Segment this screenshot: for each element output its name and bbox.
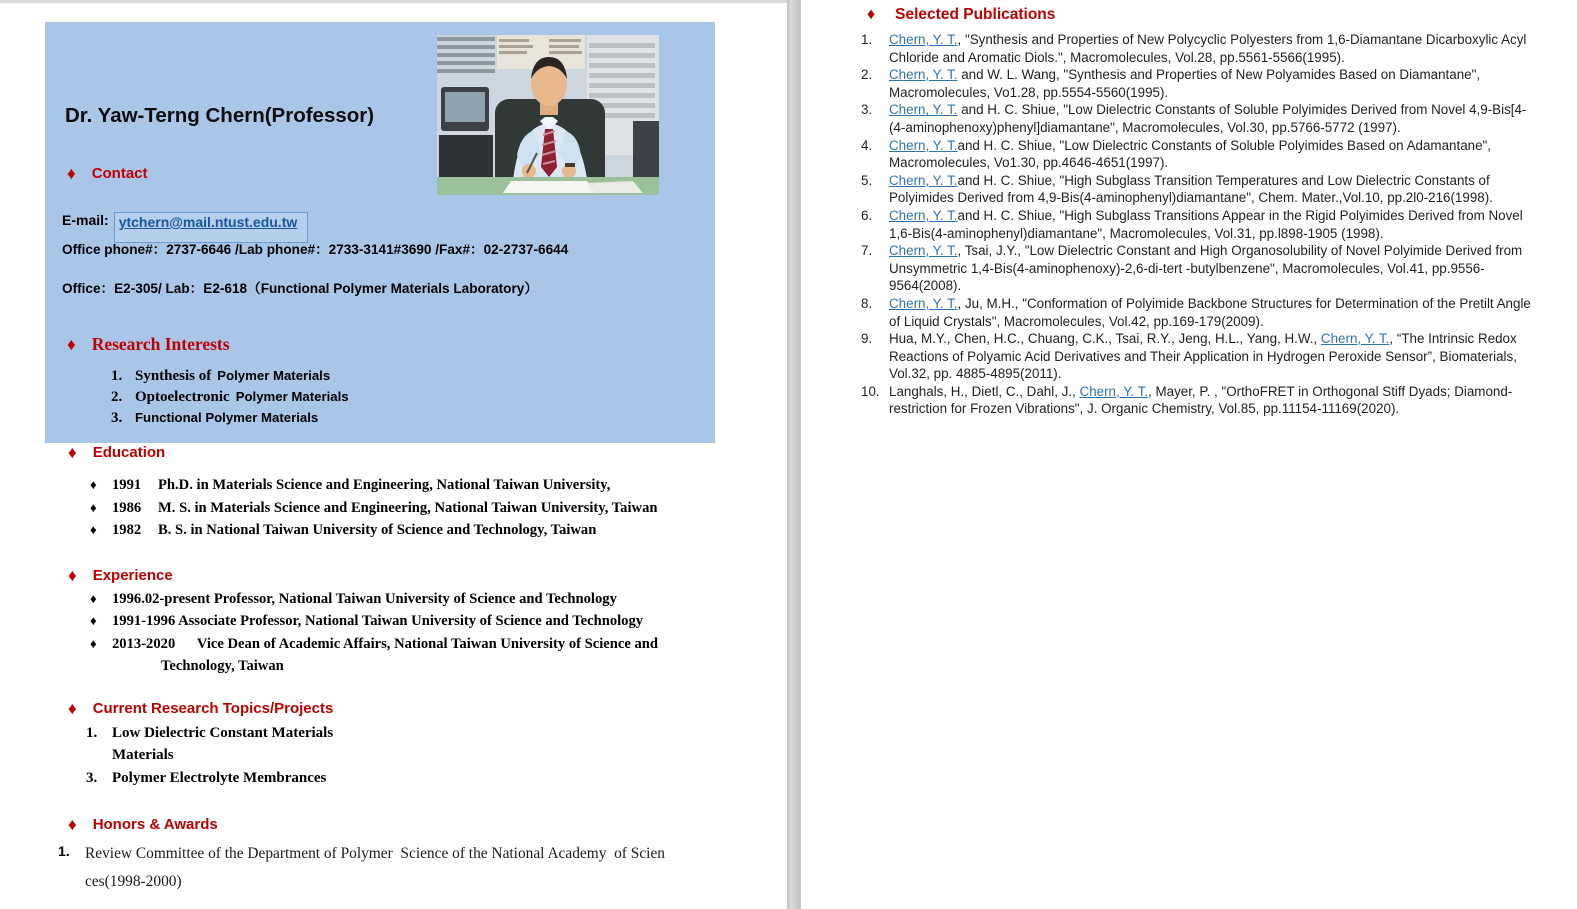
section-education — [68, 444, 165, 461]
education-item — [90, 519, 658, 542]
publication-text-segment: and W. L. Wang, "Synthesis and Properties of New Polyamides Based on Diamantane", Macromolecules, Vo1.28, pp.5554-5560(1995). — [889, 67, 1481, 100]
publication-item — [861, 101, 1533, 136]
education-degree: Ph.D. in Materials Science and Engineering, National Taiwan University, — [158, 477, 611, 493]
publication-text-segment: , Tsai, J.Y., "Low Dielectric Constant and High Organosolubility of Novel Polyimide Derived from Unsymmetric 1,4-Bis(4-aminophenoxy)-2,6-di-tert -butylbenzene", Macromolecules, Vol.41, pp.9556-9564(2008). — [889, 243, 1523, 294]
publication-text — [889, 295, 1533, 330]
list-number: 1. — [58, 843, 70, 859]
publication-item — [861, 172, 1533, 207]
honors-text-line: ces(1998-2000) — [85, 873, 182, 890]
experience-text: 1991-1996 Associate Professor, National Taiwan University of Science and Technology — [112, 613, 644, 630]
education-degree: M. S. in Materials Science and Engineering, National Taiwan University, Taiwan — [158, 499, 658, 516]
experience-text: 2013-2020 Vice Dean of Academic Affairs, National Taiwan University of Science and — [112, 635, 659, 652]
publication-text — [889, 172, 1533, 207]
section-research-interests — [67, 334, 230, 355]
list-number: 1. — [861, 32, 873, 47]
honors-lines — [85, 840, 738, 896]
list-number: 7. — [861, 243, 873, 259]
research-interest-item — [111, 408, 349, 429]
publication-author-link[interactable]: Chern, Y. T. — [889, 243, 958, 259]
publication-item — [861, 66, 1533, 101]
professor-photo — [437, 35, 659, 195]
education-item — [90, 497, 658, 520]
diamond-bullet-icon: ♦ — [867, 6, 876, 23]
email-link[interactable]: ytchern@mail.ntust.edu.tw — [118, 214, 298, 230]
section-contact — [67, 165, 148, 182]
research-interest-item — [111, 387, 349, 408]
diamond-bullet-icon: ♦ — [90, 591, 97, 606]
education-degree: B. S. in National Taiwan University of Science and Technology, Taiwan — [158, 522, 597, 539]
experience-item — [90, 633, 658, 678]
section-experience — [68, 567, 173, 584]
page-top-border — [0, 0, 787, 3]
topic-line — [86, 767, 333, 789]
professor-photo-image — [437, 35, 659, 195]
publication-text — [889, 383, 1533, 418]
publication-item — [861, 295, 1533, 330]
experience-line — [90, 588, 658, 610]
item-text: Polymer Materials — [235, 388, 349, 404]
publication-text-segment: Langhals, H., Dietl, C., Dahl, J., — [889, 383, 1080, 399]
list-number: 8. — [861, 295, 873, 311]
research-interests-list — [111, 366, 349, 428]
research-topic-item — [86, 767, 333, 789]
publications-page — [801, 0, 1577, 909]
experience-line — [90, 610, 658, 632]
publication-item — [861, 137, 1533, 172]
list-number: 1. — [111, 368, 123, 384]
section-title-honors-awards: Honors & Awards — [92, 816, 218, 833]
honors-text-line: Review Committee of the Department of Polymer Science of the National Academy of Scien — [85, 845, 665, 862]
experience-text: 1996.02-present Professor, National Taiwan University of Science and Technology — [112, 591, 617, 607]
publication-item — [861, 207, 1533, 242]
publication-text — [889, 207, 1533, 242]
diamond-bullet-icon: ♦ — [67, 164, 76, 183]
publication-text — [889, 137, 1533, 172]
page-gap-divider — [787, 0, 801, 909]
list-number: 6. — [861, 207, 873, 223]
topic-line — [86, 722, 333, 744]
section-title-research-interests: Research Interests — [91, 334, 230, 354]
list-number: 5. — [861, 172, 873, 188]
topic-text-continued: Materials — [112, 747, 174, 764]
cv-left-page — [0, 0, 787, 909]
publication-author-link[interactable]: Chern, Y. T. — [889, 32, 958, 47]
publication-text-segment: , Ju, M.H., "Conformation of Polyimide Backbone Structures for Determination of the Pretilt Angle of Liquid Crystals", Macromolecules, Vol.42, pp.169-179(2009). — [889, 295, 1531, 329]
diamond-bullet-icon: ♦ — [68, 443, 77, 462]
publication-item — [861, 31, 1533, 66]
education-year: 1982 — [112, 522, 142, 539]
publication-text-segment: and H. C. Shiue, "High Subglass Transitions Appear in the Rigid Polyimides Derived from Novel 1,6-Bis(4-aminophenyl)diamantane", Macromolecules, Vol.31, pp.l898-1905 (1998). — [889, 207, 1523, 241]
list-number: 3. — [111, 409, 123, 426]
section-title-current-research-topics: Current Research Topics/Projects — [92, 700, 334, 717]
section-title-selected-publications: Selected Publications — [895, 6, 1056, 23]
section-selected-publications — [867, 6, 1055, 24]
publication-author-link[interactable]: Chern, Y. T. — [1079, 383, 1149, 399]
diamond-bullet-icon: ♦ — [90, 613, 97, 629]
publication-author-link[interactable]: Chern, Y. T. — [889, 172, 958, 188]
diamond-bullet-icon: ♦ — [90, 635, 97, 651]
section-honors-awards — [68, 816, 218, 833]
list-number: 1. — [86, 725, 98, 741]
diamond-bullet-icon: ♦ — [68, 699, 77, 718]
experience-text-continued: Technology, Taiwan — [161, 658, 284, 675]
item-text-serif: Synthesis of — [135, 368, 212, 384]
honors-item — [58, 840, 738, 896]
publication-text — [889, 101, 1533, 136]
publication-text-segment: , Mayer, P. , "OrthoFRET in Orthogonal Stiff Dyads; Diamond-restriction for Frozen Vibrations", J. Organic Chemistry, Vol.85, pp.11154-11169(2020). — [889, 383, 1513, 417]
research-topic-item — [86, 722, 333, 767]
publication-author-link[interactable]: Chern, Y. T. — [889, 137, 958, 153]
item-text: Polymer Materials — [217, 368, 331, 383]
topic-text: Low Dielectric Constant Materials — [112, 725, 334, 741]
publications-list — [861, 31, 1533, 418]
publication-author-link[interactable]: Chern, Y. T. — [889, 207, 958, 223]
list-number: 4. — [861, 137, 873, 153]
professor-name: Dr. Yaw-Terng Chern(Professor) — [65, 103, 375, 127]
publication-item — [861, 383, 1533, 418]
publication-item — [861, 330, 1533, 383]
list-number: 3. — [86, 769, 98, 786]
publication-text — [889, 242, 1533, 295]
publication-text-segment: , “The Intrinsic Redox Reactions of Polyamic Acid Derivatives and Their Application in Hydrogen Peroxide Sensor”, Biomaterials, Vol.32, pp. 4885-4895(2011). — [889, 331, 1517, 382]
publication-text-segment: and H. C. Shiue, "Low Dielectric Constants of Soluble Polyimides Based on Adamantane", Macromolecules, Vo1.30, pp.4646-4651(1997). — [889, 137, 1492, 171]
diamond-bullet-icon: ♦ — [90, 499, 97, 515]
diamond-bullet-icon: ♦ — [90, 522, 97, 538]
item-text-serif: Optoelectronic — [135, 388, 230, 405]
education-item — [90, 474, 658, 497]
publication-text — [889, 330, 1533, 383]
publication-item — [861, 242, 1533, 295]
diamond-bullet-icon: ♦ — [67, 335, 76, 354]
experience-list — [90, 588, 658, 678]
section-title-contact: Contact — [91, 165, 148, 182]
email-label: E-mail: — [62, 212, 109, 228]
profile-header-panel — [45, 22, 715, 443]
publication-text — [889, 31, 1533, 66]
experience-line — [90, 633, 658, 655]
office-lab-line: Office：E2-305/ Lab：E2-618（Functional Polymer Materials Laboratory） — [62, 281, 538, 296]
research-interest-item — [111, 366, 349, 387]
experience-item — [90, 610, 658, 632]
publication-author-link[interactable]: Chern, Y. T. — [889, 102, 958, 118]
publication-text-segment: Hua, M.Y., Chen, H.C., Chuang, C.K., Tsai, R.Y., Jeng, H.L., Yang, H.W., — [889, 331, 1321, 347]
list-number: 10. — [861, 383, 880, 399]
experience-item — [90, 588, 658, 610]
publication-text-segment: , "Synthesis and Properties of New Polycyclic Polyesters from 1,6-Diamantane Dicarboxylic Acyl Chloride and Aromatic Diols.", Macromolecules, Vol.28, pp.5561-5566(1995). — [889, 32, 1527, 65]
section-title-experience: Experience — [92, 567, 173, 584]
education-year: 1986 — [112, 499, 142, 516]
publication-author-link[interactable]: Chern, Y. T. — [889, 295, 958, 311]
education-list — [90, 474, 658, 542]
list-number: 2. — [111, 388, 123, 405]
phone-fax-line: Office phone#：2737-6646 /Lab phone#：2733-3141#3690 /Fax#：02-2737-6644 — [62, 242, 569, 257]
current-research-topics-list — [86, 722, 333, 789]
publication-author-link[interactable]: Chern, Y. T. — [889, 67, 958, 83]
list-number: 3. — [861, 102, 873, 118]
section-current-research-topics — [68, 700, 333, 717]
diamond-bullet-icon: ♦ — [68, 566, 77, 585]
topic-text: Polymer Electrolyte Membrances — [112, 769, 327, 786]
diamond-bullet-icon: ♦ — [90, 477, 97, 492]
publication-text — [889, 66, 1533, 101]
publication-author-link[interactable]: Chern, Y. T. — [1320, 331, 1390, 347]
education-year: 1991 — [112, 477, 142, 493]
list-number: 2. — [861, 67, 873, 83]
diamond-bullet-icon: ♦ — [68, 815, 77, 834]
publication-text-segment: and H. C. Shiue, "Low Dielectric Constants of Soluble Polyimides Derived from Novel 4,9-Bis[4-(4-aminophenoxy)phenyl]diamantane", Macromolecules, Vol.30, pp.5766-5772 (1997). — [889, 102, 1527, 135]
list-number: 9. — [861, 331, 873, 347]
section-title-education: Education — [92, 444, 166, 461]
publication-text-segment: and H. C. Shiue, "High Subglass Transition Temperatures and Low Dielectric Constants of Polyimides Derived from 4,9-Bis(4-aminophenyl)diamantane", Chem. Mater.,Vol.10, pp.2l0-216(1998). — [889, 172, 1493, 206]
item-text: Functional Polymer Materials — [135, 409, 319, 425]
